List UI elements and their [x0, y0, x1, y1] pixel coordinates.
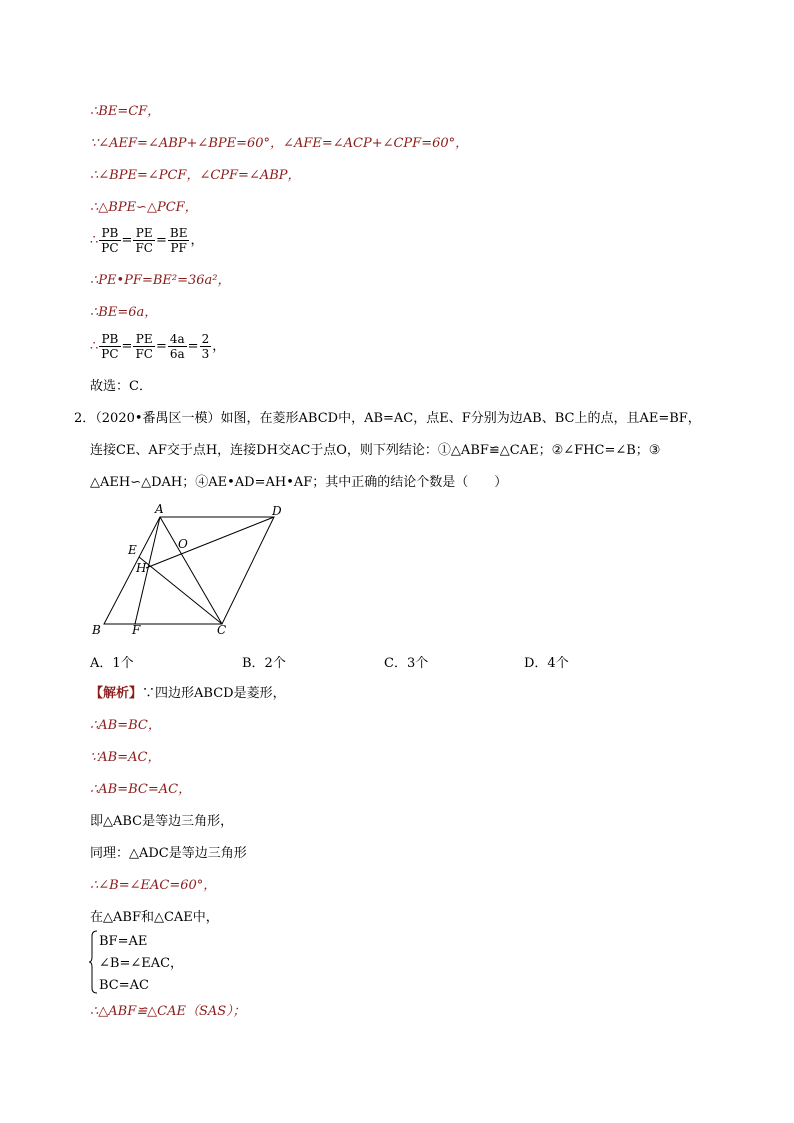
- label-b: B: [92, 623, 101, 637]
- label-o: O: [178, 537, 188, 551]
- option-a[interactable]: A．1个: [90, 656, 134, 671]
- label-a: A: [155, 502, 164, 516]
- label-c: C: [217, 623, 227, 637]
- analysis-tag: 【解析】: [90, 686, 143, 701]
- solution1-line6: ∴PE•PF=BE²=36a²，: [90, 273, 231, 288]
- therefore-symbol: ∴: [90, 233, 99, 248]
- fraction: $\frac{4a}{6a}$: [169, 332, 185, 361]
- system-line1: BF=AE: [99, 934, 148, 949]
- solution2-line1: 【解析】∵四边形ABCD是菱形，: [90, 686, 286, 701]
- diagonal-ac: [160, 517, 222, 624]
- question2-line3: △AEH∽△DAH；④AE•AD=AH•AF；其中正确的结论个数是（ ）: [90, 475, 508, 490]
- fraction: $\frac{PE}{FC}$: [135, 226, 153, 255]
- question2-line2: 连接CE、AF交于点H，连接DH交AC于点O，则下列结论：①△ABF≌△CAE；②∠FHC=∠B；③: [90, 443, 661, 458]
- segment-dh: [146, 517, 274, 568]
- fraction: $\frac{BE}{PF}$: [169, 226, 188, 255]
- option-c[interactable]: C．3个: [384, 656, 429, 671]
- brace-icon: [88, 930, 98, 994]
- fraction: $\frac{PB}{PC}$: [101, 226, 119, 255]
- system-line3: BC=AC: [99, 978, 149, 993]
- solution1-line1: ∴BE=CF，: [90, 104, 161, 119]
- solution1-answer: 故选：C．: [90, 379, 152, 394]
- solution1-ratio-line2: ∴ $\frac{PB}{PC}$ = $\frac{PE}{FC}$ = $\frac{4a}{6a}$ = $\frac{2}{3}$ ，: [90, 332, 226, 361]
- fraction: $\frac{2}{3}$: [201, 332, 210, 361]
- label-f: F: [132, 623, 141, 637]
- therefore-symbol: ∴: [90, 339, 99, 354]
- rhombus-outline: [104, 517, 274, 624]
- solution1-ratio-line: ∴ $\frac{PB}{PC}$ = $\frac{PE}{FC}$ = $\frac{BE}{PF}$ ，: [90, 226, 204, 255]
- solution2-line5: 即△ABC是等边三角形，: [90, 814, 234, 829]
- solution1-line4: ∴△BPE∽△PCF，: [90, 200, 198, 215]
- solution2-line7: ∴∠B=∠EAC=60°，: [90, 878, 217, 893]
- question2-line1: 2．（2020•番禺区一模）如图，在菱形ABCD中，AB=AC，点E、F分别为边AB、BC上的点，且AE=BF，: [74, 411, 701, 426]
- rhombus-figure: [88, 500, 298, 642]
- solution2-line9: ∴△ABF≌△CAE（SAS）；: [90, 1004, 246, 1019]
- solution2-line8: 在△ABF和△CAE中，: [90, 910, 219, 925]
- label-h: H: [136, 561, 147, 575]
- label-d: D: [272, 504, 282, 518]
- solution2-line3: ∵AB=AC，: [90, 750, 161, 765]
- segment-ce: [139, 557, 222, 624]
- option-b[interactable]: B．2个: [242, 656, 286, 671]
- fraction: $\frac{PE}{FC}$: [135, 332, 153, 361]
- label-e: E: [128, 543, 137, 557]
- solution2-line4: ∴AB=BC=AC，: [90, 782, 192, 797]
- option-d[interactable]: D．4个: [524, 656, 569, 671]
- fraction: $\frac{PB}{PC}$: [101, 332, 119, 361]
- solution2-line6: 同理：△ADC是等边三角形: [90, 846, 247, 861]
- system-line2: ∠B=∠EAC，: [99, 956, 184, 971]
- solution2-line2: ∴AB=BC，: [90, 718, 161, 733]
- solution1-line7: ∴BE=6a，: [90, 305, 158, 320]
- solution1-line2: ∵∠AEF=∠ABP+∠BPE=60°，∠AFE=∠ACP+∠CPF=60°，: [90, 136, 469, 151]
- solution1-line3: ∴∠BPE=∠PCF，∠CPF=∠ABP，: [90, 168, 301, 183]
